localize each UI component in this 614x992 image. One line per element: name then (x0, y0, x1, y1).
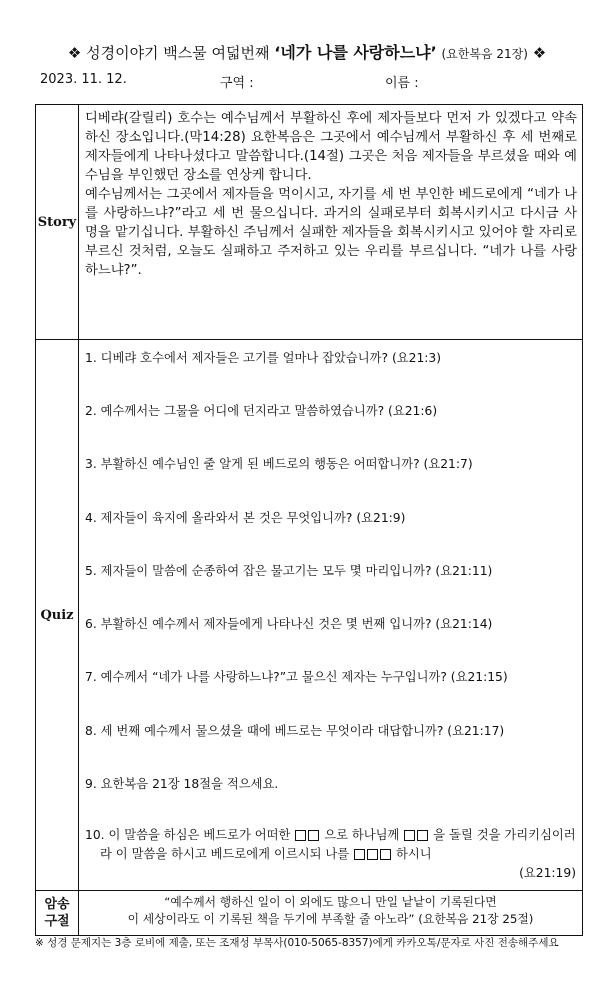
blank-box (308, 830, 319, 841)
memory-label-line: 구절 (44, 914, 70, 929)
q10-text: 하시니 (396, 847, 432, 861)
quiz-question: 7. 예수께서 “네가 나를 사랑하느냐?”고 물으신 제자는 누구입니까? (요21:15) (85, 670, 508, 684)
q10-citation: (요21:19) (519, 866, 576, 880)
title-reference: (요한복음 21장) (441, 47, 528, 61)
memory-row (36, 891, 583, 936)
q10-text: 10. 이 말씀을 하심은 베드로가 어떠한 (85, 828, 291, 842)
title-prefix: 성경이야기 백스물 여덟번째 (86, 44, 270, 62)
q10-text: 을 돌릴 것을 가리키심이러라 이 말씀을 하시고 베드로에게 이르시되 나를 (100, 828, 576, 861)
q10-text: 으로 하나님께 (324, 828, 400, 842)
quiz-question: 4. 제자들이 육지에 올라와서 본 것은 무엇입니까? (요21:9) (85, 511, 406, 525)
quiz-question: 1. 디베랴 호수에서 제자들은 고기를 얼마나 잡았습니까? (요21:3) (85, 351, 442, 365)
meta-row (40, 72, 600, 92)
story-text (79, 105, 583, 340)
title-main: ‘네가 나를 사랑하느냐’ (274, 43, 437, 62)
blank-box (354, 849, 365, 860)
quiz-question: 8. 세 번째 예수께서 물으셨을 때에 베드로는 무엇이라 대답합니까? (요21:17) (85, 724, 505, 738)
blank-box (380, 849, 391, 860)
quiz-question: 2. 예수께서는 그물을 어디에 던지라고 말씀하였습니까? (요21:6) (85, 404, 438, 418)
name-label: 이름 : (385, 76, 419, 91)
quiz-label: Quiz (36, 340, 79, 891)
submission-footnote: ※ 성경 문제지는 3층 로비에 제출, 또는 조재성 부목사(010-5065-8357)에게 카카오톡/문자로 사진 전송해주세요 (35, 937, 559, 949)
story-row (36, 105, 583, 340)
worksheet-title (0, 40, 614, 63)
date: 2023. 11. 12. (40, 72, 127, 87)
quiz-row (36, 340, 583, 891)
memory-verse (79, 891, 583, 936)
quiz-question: 9. 요한복음 21장 18절을 적으세요. (85, 777, 279, 791)
blank-box (404, 830, 415, 841)
blank-box (367, 849, 378, 860)
diamond-bullet-icon: ❖ (532, 44, 547, 62)
quiz-question: 6. 부활하신 예수께서 제자들에게 나타나신 것은 몇 번째 입니까? (요21:14) (85, 617, 493, 631)
story-paragraph: 디베랴(갈릴리) 호수는 예수님께서 부활하신 후에 제자들보다 먼저 가 있겠다고 약속하신 장소입니다.(막14:28) 요한복음은 그곳에서 예수님께서 부활하신 후 세 번째로 제자들에게 나타나셨다고 말씀합니다.(14절) 그곳은 처음 제자들을 부르셨을 때와 예수님을 부인했던 장소를 연상케 합니다. (85, 111, 577, 183)
verse-line: 이 세상이라도 이 기록된 책을 두기에 부족할 줄 아노라” (요한복음 21장 25절) (127, 912, 534, 926)
quiz-question: 5. 제자들이 말씀에 순종하여 잡은 물고기는 모두 몇 마리입니까? (요21:11) (85, 564, 493, 578)
quiz-questions (79, 340, 583, 891)
memory-verse-label (36, 891, 79, 936)
worksheet-table (35, 104, 583, 936)
story-label: Story (36, 105, 79, 340)
blank-box (417, 830, 428, 841)
blank-box (295, 830, 306, 841)
memory-label-line: 암송 (44, 897, 70, 912)
story-paragraph: 예수님께서는 그곳에서 제자들을 먹이시고, 자기를 세 번 부인한 베드로에게 “네가 나를 사랑하느냐?”라고 세 번 물으십니다. 과거의 실패로부터 회복시키시고 다시금 사명을 맡기십니다. 부활하신 주님께서 실패한 제자들을 회복시키시고 있어야 할 자리로 부르신 것처럼, 오늘도 실패하고 주저하고 있는 우리를 부르십니다. “네가 나를 사랑하느냐?”. (85, 187, 577, 278)
diamond-bullet-icon: ❖ (67, 44, 82, 62)
district-label: 구역 : (220, 76, 254, 91)
quiz-question-10 (85, 826, 576, 883)
quiz-question: 3. 부활하신 예수님인 줄 알게 된 베드로의 행동은 어떠합니까? (요21:7) (85, 457, 473, 471)
verse-line: “예수께서 행하신 일이 이 외에도 많으니 만일 낱낱이 기록된다면 (164, 895, 497, 909)
